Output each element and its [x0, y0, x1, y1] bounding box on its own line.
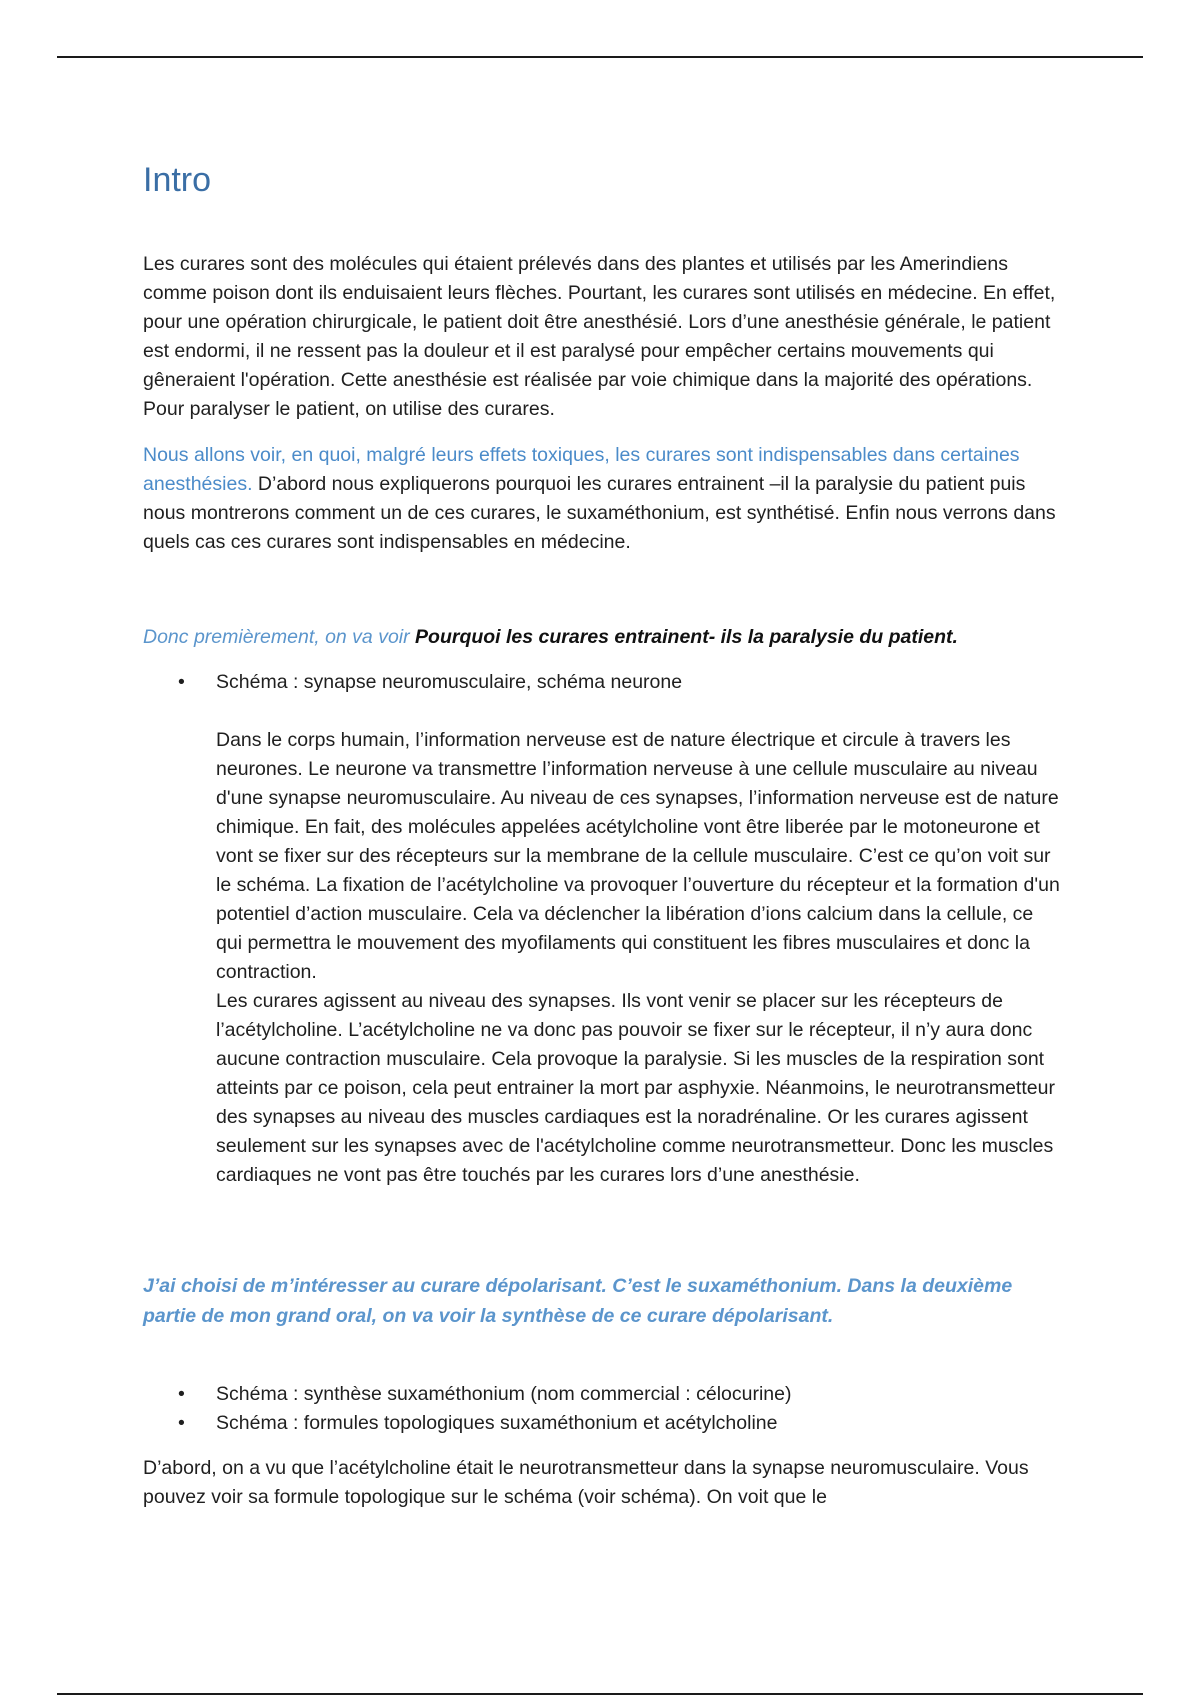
list-item [143, 668, 1063, 697]
bottom-rule [57, 1693, 1143, 1695]
part1-body [216, 726, 1063, 1190]
part2-text: D’abord, on a vu que l’acétylcholine était le neurotransmetteur dans la synapse neuromusculaire. Vous pouvez voir sa formule topologique sur le schéma (voir schéma). On voit que le [143, 1457, 1029, 1508]
plan-text: D’abord nous expliquerons pourquoi les curares entrainent –il la paralysie du patient puis nous montrerons comment un de ces curares, le suxaméthonium, est synthétisé. Enfin nous verrons dans quels cas ces curares sont indispensables en médecine. [143, 473, 1056, 553]
bullet-icon: • [178, 671, 185, 693]
part2-bullet-list [143, 1380, 1063, 1438]
list-item-text: Schéma : synapse neuromusculaire, schéma neurone [216, 671, 683, 693]
list-item [143, 1380, 1063, 1409]
list-item-text: Schéma : formules topologiques suxaméthonium et acétylcholine [216, 1412, 778, 1434]
intro-paragraph: Les curares sont des molécules qui étaient prélevés dans des plantes et utilisés par les Amerindiens comme poison dont ils enduisaient leurs flèches. Pourtant, les curares sont utilisés en médecine. En effet, pour une opération chirurgicale, le patient doit être anesthésié. Lors d’une anesthésie générale, le patient est endormi, il ne ressent pas la douleur et il est paralysé pour empêcher certains mouvements qui gêneraient l'opération. Cette anesthésie est réalisée par voie chimique dans la majorité des opérations. Pour paralyser le patient, on utilise des curares. [143, 253, 1056, 420]
top-rule [57, 56, 1143, 58]
bullet-icon: • [178, 1383, 185, 1405]
part1-heading [143, 623, 1063, 652]
problem-statement: Nous allons voir, en quoi, malgré leurs effets toxiques, les curares sont indispensables dans certaines anesthésies. [143, 444, 1020, 495]
part1-bullet-list [143, 668, 1063, 697]
list-item [143, 1409, 1063, 1438]
part2-intro: J’ai choisi de m’intéresser au curare dépolarisant. C’est le suxaméthonium. Dans la deuxième partie de mon grand oral, on va voir la synthèse de ce curare dépolarisant. [143, 1275, 1013, 1327]
part1-text-a: Dans le corps humain, l’information nerveuse est de nature électrique et circule à travers les neurones. Le neurone va transmettre l’information nerveuse à une cellule musculaire au niveau d'une synapse neuromusculaire. Au niveau de ces synapses, l’information nerveuse est de nature chimique. En fait, des molécules appelées acétylcholine vont être liberée par le motoneurone et vont se fixer sur des récepteurs sur la membrane de la cellule musculaire. C’est ce qu’on voit sur le schéma. La fixation de l’acétylcholine va provoquer l’ouverture du récepteur et la formation d'un potentiel d’action musculaire. Cela va déclencher la libération d’ions calcium dans la cellule, ce qui permettra le mouvement des myofilaments qui constituent les fibres musculaires et donc la contraction. [216, 729, 1060, 983]
problem-paragraph [143, 441, 1063, 557]
bullet-icon: • [178, 1412, 185, 1434]
part1-title: Pourquoi les curares entrainent- ils la paralysie du patient. [415, 626, 958, 648]
document-body [143, 160, 1063, 1512]
part1-lead: Donc premièrement, on va voir [143, 626, 416, 648]
page-title: Intro [143, 161, 212, 199]
list-item-text: Schéma : synthèse suxaméthonium (nom commercial : célocurine) [216, 1383, 792, 1405]
part1-text-b: Les curares agissent au niveau des synapses. Ils vont venir se placer sur les récepteurs de l’acétylcholine. L’acétylcholine ne va donc pas pouvoir se fixer sur le récepteur, il n’y aura donc aucune contraction musculaire. Cela provoque la paralysie. Si les muscles de la respiration sont atteints par ce poison, cela peut entrainer la mort par asphyxie. Néanmoins, le neurotransmetteur des synapses au niveau des muscles cardiaques est la noradrénaline. Or les curares agissent seulement sur les synapses avec de l'acétylcholine comme neurotransmetteur. Donc les muscles cardiaques ne vont pas être touchés par les curares lors d’une anesthésie. [216, 990, 1055, 1186]
